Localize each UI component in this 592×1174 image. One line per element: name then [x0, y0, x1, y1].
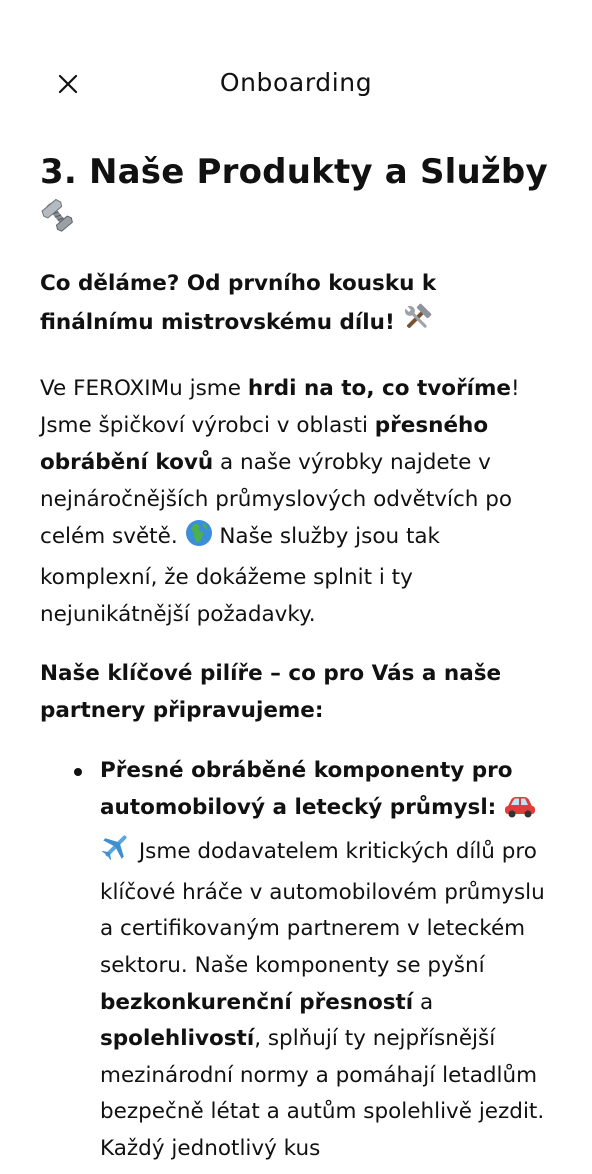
lead-text-content: Co děláme? Od prvního kousku k finálnímu mistrovskému dílu!	[40, 271, 437, 335]
list-item	[100, 753, 556, 1168]
list-item-bold-1: bezkonkurenční přesností	[100, 989, 414, 1015]
intro-bold-1: hrdi na to, co tvoříme	[247, 376, 511, 401]
lead-text	[40, 265, 556, 346]
automobile-icon	[503, 794, 537, 831]
bullet-dot	[74, 768, 82, 776]
article-heading-text: 3. Naše Produkty a Služby	[40, 152, 548, 192]
intro-text-1: Ve FEROXIMu jsme	[40, 376, 248, 401]
globe-europe-africa-icon	[185, 519, 213, 559]
airplane-icon	[100, 830, 132, 875]
page-title: Onboarding	[219, 68, 373, 97]
article-heading	[40, 150, 556, 245]
list-item-title: Přesné obráběné komponenty pro automobilový a letecký průmysl:	[100, 758, 513, 820]
list-item-bold-2: spolehlivostí	[100, 1026, 255, 1052]
intro-text-3: a naše výrobky najdete v nejnáročnějších průmyslových odvětvích po celém světě.	[40, 450, 513, 549]
article-content	[40, 150, 556, 1168]
pillars-heading: Naše klíčové pilíře – co pro Vás a naše partnery připravujeme:	[40, 661, 502, 723]
hammer-and-wrench-icon	[402, 303, 432, 346]
intro-bold-2: přesného obrábění kovů	[40, 413, 489, 475]
nut-and-bolt-icon	[40, 198, 76, 245]
list-item-text-1: Jsme dodavatelem kritických dílů pro klíčové hráče v automobilovém průmyslu a certifikovaným partnerem v leteckém sektoru. Naše komponenty se pyšní	[100, 839, 545, 978]
intro-text-2: ! Jsme špičkoví výrobci v oblasti	[40, 376, 520, 438]
top-bar	[0, 54, 592, 114]
pillars-list	[40, 753, 556, 1168]
intro-paragraph	[40, 370, 556, 633]
intro-text-4: Naše služby jsou tak komplexní, že dokážeme splnit i ty nejunikátnější požadavky.	[40, 524, 441, 627]
list-item-text-3: , splňují ty nejpřísnější mezinárodní normy a pomáhají letadlům bezpečně létat a autům spolehlivě jezdit. Každý jednotlivý kus	[100, 1026, 545, 1161]
list-item-text-2: a	[413, 989, 434, 1015]
